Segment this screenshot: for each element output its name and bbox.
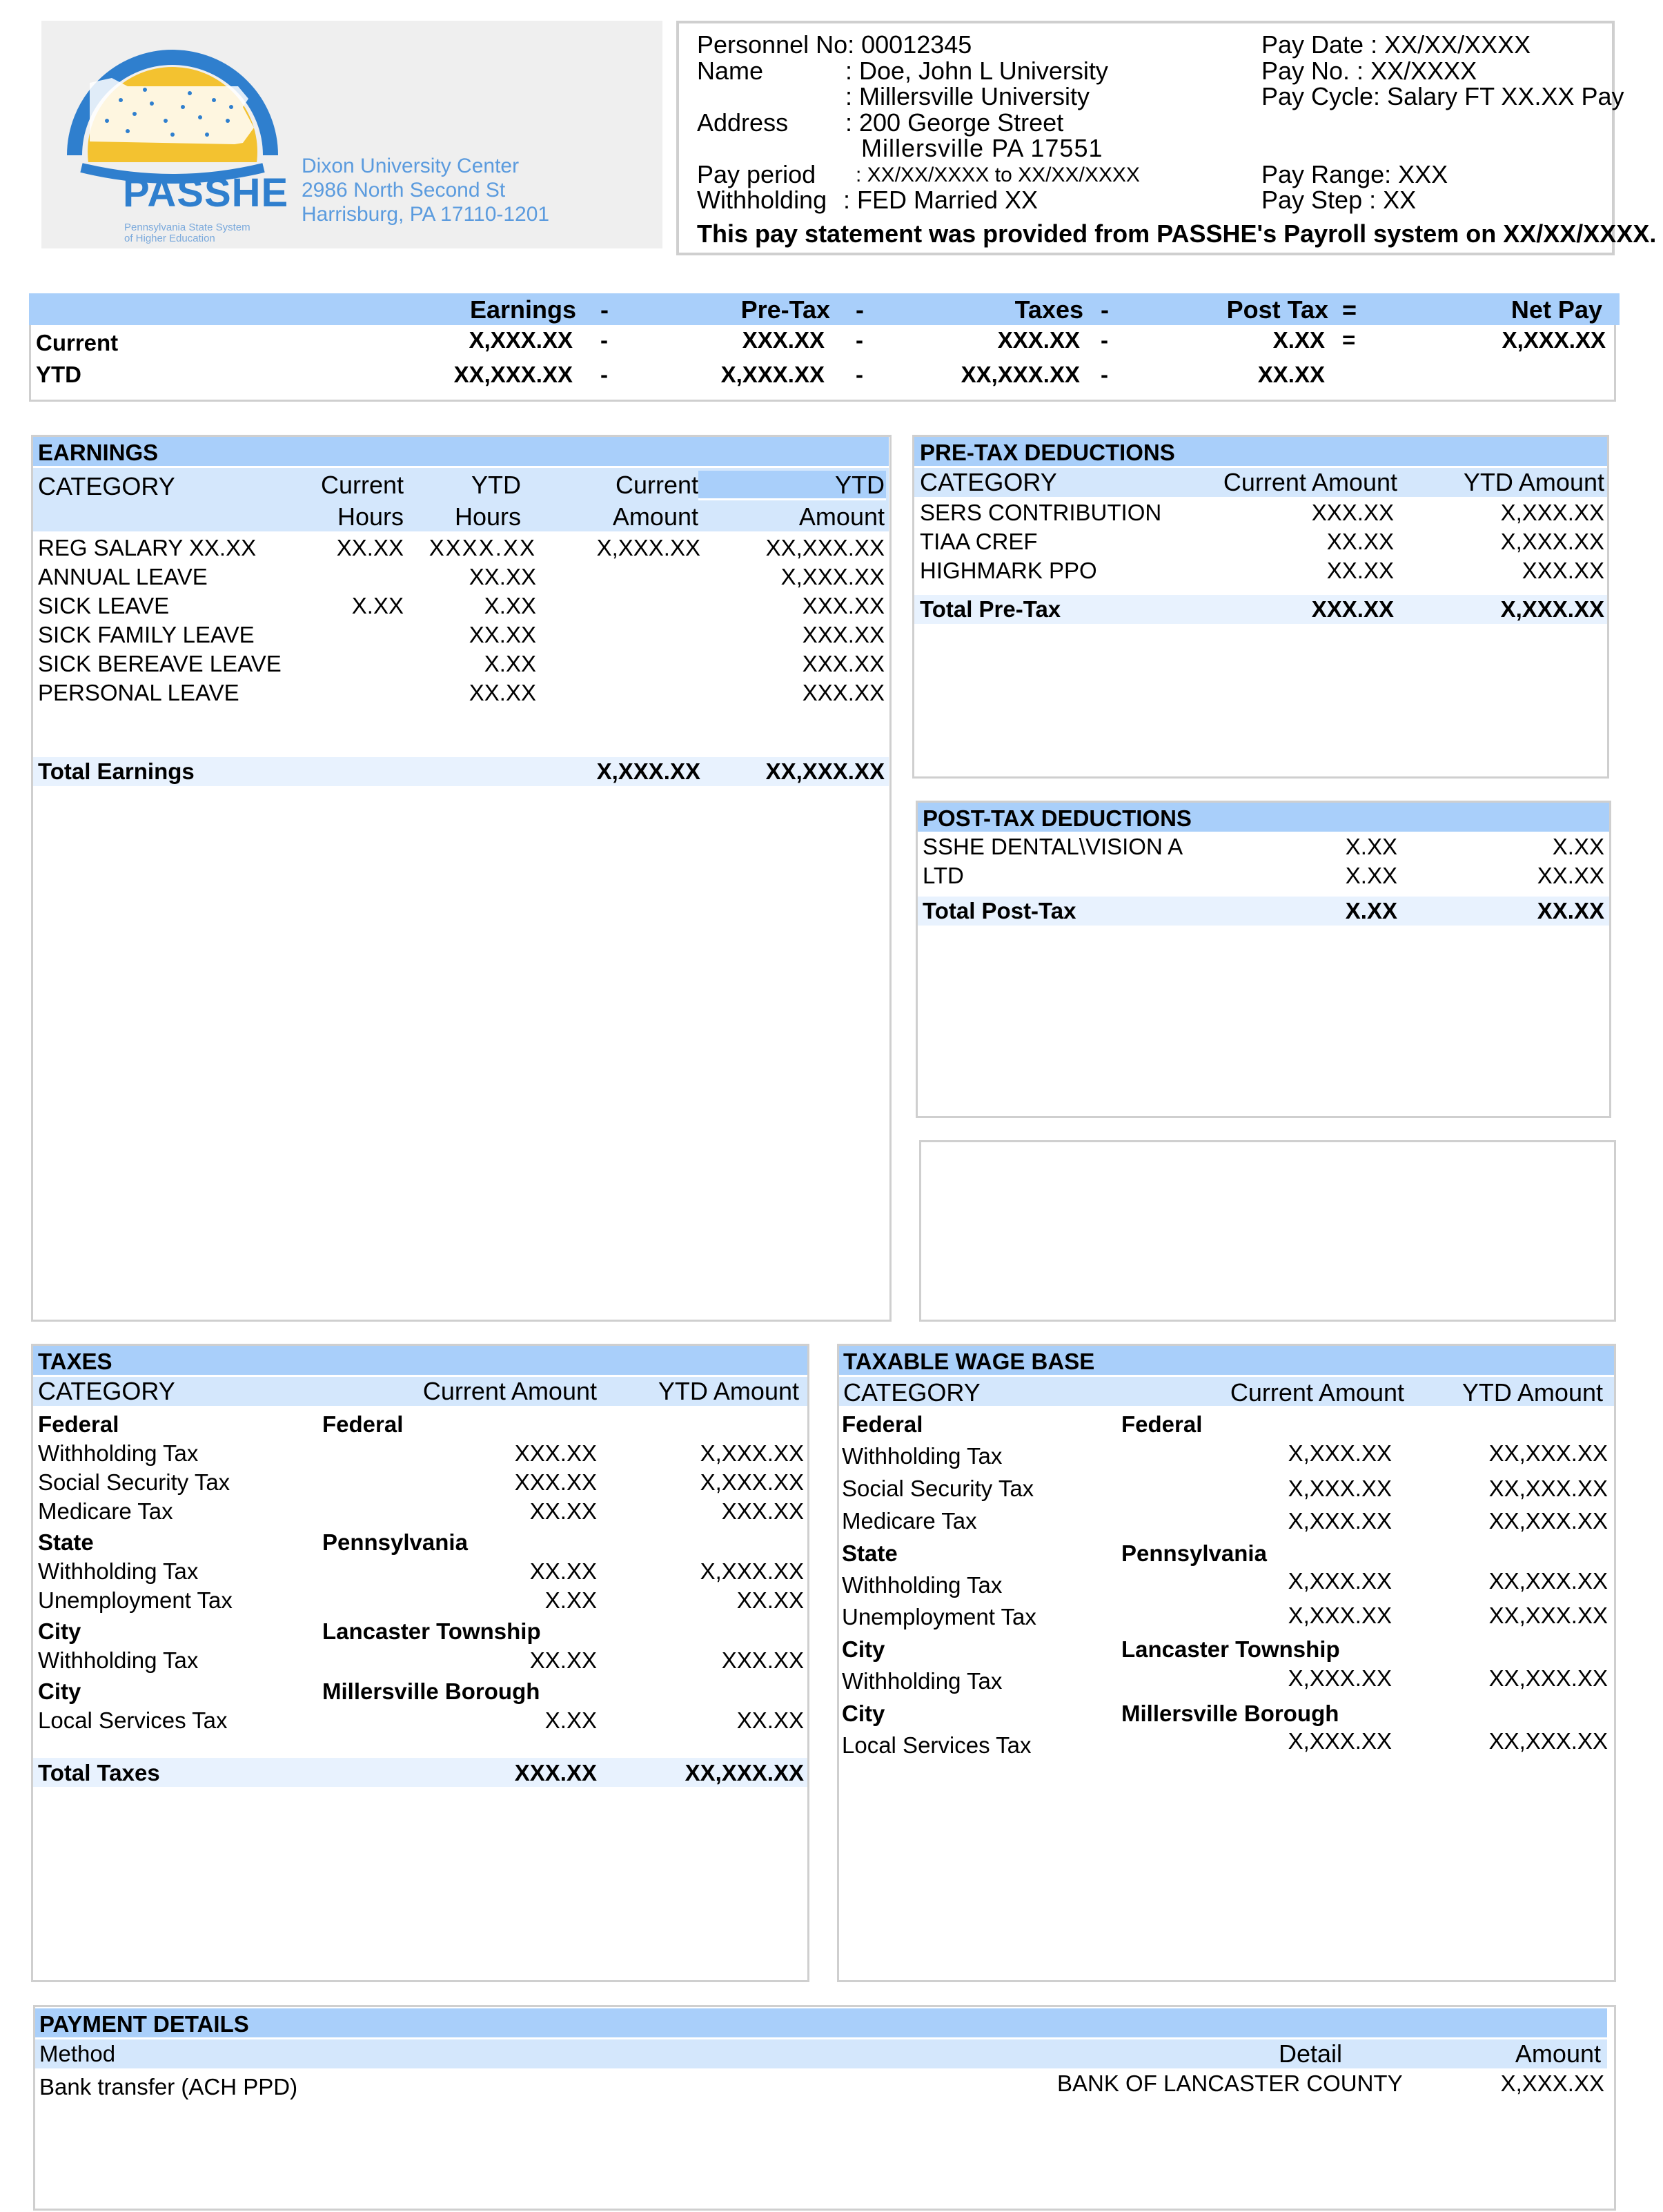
table-row-category: SICK BEREAVE LEAVE: [38, 651, 282, 676]
table-row-category: Federal: [38, 1411, 119, 1437]
table-row-jurisdiction: Federal: [322, 1411, 404, 1437]
table-row-current: XX.XX: [529, 1558, 597, 1584]
table-row-ytd: XX,XXX.XX: [1488, 1728, 1608, 1754]
payment-col-method: Method: [39, 2041, 116, 2066]
table-row-current: XX.XX: [529, 1498, 597, 1524]
table-row-ytd: X,XXX.XX: [700, 1558, 804, 1584]
table-row-category: SSHE DENTAL\VISION A: [923, 834, 1183, 859]
logo-tagline-2: of Higher Education: [124, 233, 215, 244]
table-row-ytd: X,XXX.XX: [700, 1469, 804, 1495]
summary-ytd-op-3: -: [1101, 362, 1108, 387]
table-row-jurisdiction: Lancaster Township: [322, 1618, 541, 1644]
table-row-category: Social Security Tax: [842, 1476, 1034, 1501]
summary-ytd-op-1: -: [600, 362, 608, 387]
table-row-ytd: X,XXX.XX: [1500, 529, 1604, 554]
table-row-category: Medicare Tax: [38, 1498, 173, 1524]
earnings-col-ytd-amt-2: Amount: [798, 502, 885, 531]
taxes-col-ytd: YTD Amount: [658, 1377, 799, 1405]
payment-title: PAYMENT DETAILS: [39, 2011, 249, 2037]
summary-header-netpay: Net Pay: [1511, 295, 1602, 324]
table-row-category: State: [38, 1529, 94, 1555]
table-row-ytd-hours: XX.XX: [469, 680, 536, 705]
table-row-category: Withholding Tax: [842, 1668, 1003, 1694]
table-row-category: LTD: [923, 863, 964, 888]
table-row-category: HIGHMARK PPO: [920, 558, 1097, 583]
table-row-ytd-hours: X.XX: [484, 651, 536, 676]
summary-current-posttax: X.XX: [1272, 327, 1325, 353]
summary-current-op-2: -: [856, 327, 863, 353]
pay-step: Pay Step : XX: [1261, 186, 1417, 214]
table-row-current: X.XX: [544, 1587, 597, 1613]
table-row-ytd: XXX.XX: [721, 1498, 804, 1524]
table-row-ytd-hours: XXXX.XX: [429, 535, 536, 560]
table-row-ytd: XX,XXX.XX: [1488, 1440, 1608, 1466]
earnings-total-label: Total Earnings: [38, 758, 195, 784]
table-row-category: Local Services Tax: [38, 1707, 228, 1733]
summary-header-posttax: Post Tax: [1226, 295, 1328, 324]
posttax-title: POST-TAX DEDUCTIONS: [923, 805, 1192, 831]
table-row-ytd: XX.XX: [736, 1587, 804, 1613]
logo-address-2: 2986 North Second St: [302, 179, 506, 202]
taxes-total-label: Total Taxes: [38, 1760, 160, 1785]
payment-col-amount: Amount: [1515, 2039, 1601, 2068]
table-row-category: City: [38, 1678, 81, 1704]
table-row-category: Local Services Tax: [842, 1732, 1032, 1758]
table-row-category: SICK FAMILY LEAVE: [38, 622, 255, 647]
posttax-total-label: Total Post-Tax: [923, 898, 1076, 923]
name-value: : Doe, John L University: [845, 57, 1108, 85]
wagebase-box: [837, 1344, 1616, 1982]
table-row-ytd-amt: XXX.XX: [802, 680, 885, 705]
table-row-ytd: XX.XX: [1537, 863, 1604, 888]
earnings-col-cur-amt-1: Current: [615, 471, 698, 499]
table-row-category: Unemployment Tax: [38, 1587, 233, 1613]
table-row-ytd: XX,XXX.XX: [1488, 1508, 1608, 1534]
table-row-ytd-amt: XXX.XX: [802, 622, 885, 647]
table-row-jurisdiction: Millersville Borough: [1121, 1701, 1339, 1726]
table-row-current: XX.XX: [1326, 558, 1394, 583]
table-row-current: X,XXX.XX: [1288, 1476, 1392, 1501]
taxes-title: TAXES: [38, 1349, 112, 1374]
pretax-total-ytd: X,XXX.XX: [1500, 596, 1604, 622]
table-row-current: X.XX: [544, 1707, 597, 1733]
earnings-col-ytd-amt-1: YTD: [835, 471, 885, 499]
earnings-col-category: CATEGORY: [38, 472, 175, 500]
address-label: Address: [697, 108, 789, 137]
table-row-ytd: XXX.XX: [721, 1647, 804, 1673]
address-value: : 200 George Street: [845, 108, 1064, 137]
table-row-ytd: XX,XXX.XX: [1488, 1476, 1608, 1501]
table-row-current: X,XXX.XX: [1288, 1603, 1392, 1628]
table-row-category: SERS CONTRIBUTION: [920, 500, 1162, 525]
taxes-col-category: CATEGORY: [38, 1377, 175, 1405]
table-row-category: PERSONAL LEAVE: [38, 680, 239, 705]
statement-note: This pay statement was provided from PASSHE's Payroll system on XX/XX/XXXX.: [697, 219, 1657, 248]
summary-op-3: -: [1101, 295, 1109, 324]
earnings-title: EARNINGS: [38, 440, 159, 465]
withholding-label: Withholding: [697, 186, 827, 214]
logo-address-3: Harrisburg, PA 17110-1201: [302, 203, 550, 226]
name-value-2: : Millersville University: [845, 82, 1090, 110]
pretax-col-category: CATEGORY: [920, 468, 1057, 496]
table-row-ytd: X,XXX.XX: [1500, 500, 1604, 525]
table-row-jurisdiction: Federal: [1121, 1411, 1203, 1437]
payment-method: Bank transfer (ACH PPD): [39, 2074, 298, 2100]
earnings-total-current: X,XXX.XX: [596, 758, 700, 784]
pay-date: Pay Date : XX/XX/XXXX: [1261, 30, 1531, 59]
table-row-category: Withholding Tax: [38, 1558, 199, 1584]
table-row-category: City: [842, 1636, 885, 1662]
table-row-current: X,XXX.XX: [1288, 1440, 1392, 1466]
table-row-category: Unemployment Tax: [842, 1604, 1036, 1629]
name-label: Name: [697, 57, 764, 85]
table-row-category: Withholding Tax: [38, 1440, 199, 1466]
table-row-category: Withholding Tax: [842, 1572, 1003, 1598]
table-row-cur-amt: X,XXX.XX: [596, 535, 700, 560]
wagebase-col-ytd: YTD Amount: [1462, 1378, 1603, 1407]
table-row-category: SICK LEAVE: [38, 593, 170, 618]
summary-op-4: =: [1342, 295, 1357, 324]
table-row-ytd-amt: XXX.XX: [802, 593, 885, 618]
table-row-ytd-amt: XXX.XX: [802, 651, 885, 676]
table-row-category: Withholding Tax: [842, 1443, 1003, 1469]
wagebase-title: TAXABLE WAGE BASE: [843, 1349, 1095, 1374]
table-row-ytd: XX.XX: [736, 1707, 804, 1733]
summary-header-earnings: Earnings: [469, 295, 576, 324]
summary-ytd-earnings: XX,XXX.XX: [453, 362, 573, 387]
table-row-category: TIAA CREF: [920, 529, 1038, 554]
table-row-category: Medicare Tax: [842, 1508, 977, 1534]
pay-period-label: Pay period: [697, 160, 816, 188]
table-row-ytd-hours: XX.XX: [469, 564, 536, 589]
table-row-current: XX.XX: [1326, 529, 1394, 554]
summary-op-1: -: [600, 295, 609, 324]
table-row-current: X,XXX.XX: [1288, 1568, 1392, 1594]
pretax-total-label: Total Pre-Tax: [920, 596, 1061, 622]
wagebase-col-category: CATEGORY: [843, 1378, 981, 1407]
table-row-category: REG SALARY XX.XX: [38, 535, 257, 560]
summary-current-taxes: XXX.XX: [997, 327, 1080, 353]
logo-tagline-1: Pennsylvania State System: [124, 222, 250, 233]
table-row-ytd-amt: XX,XXX.XX: [765, 535, 885, 560]
table-row-current: XXX.XX: [514, 1440, 597, 1466]
earnings-col-cur-hours-1: Current: [320, 471, 404, 499]
table-row-category: Social Security Tax: [38, 1469, 230, 1495]
pretax-col-ytd: YTD Amount: [1463, 468, 1604, 496]
table-row-category: State: [842, 1540, 898, 1566]
payment-title-bar: [35, 2008, 1607, 2037]
taxes-total-ytd: XX,XXX.XX: [685, 1760, 804, 1785]
table-row-category: City: [842, 1701, 885, 1726]
withholding-value: : FED Married XX: [843, 186, 1039, 214]
earnings-title-bar: [33, 437, 889, 466]
payment-column-header: [35, 2039, 1607, 2068]
summary-ytd-pretax: X,XXX.XX: [720, 362, 825, 387]
table-row-current: X,XXX.XX: [1288, 1508, 1392, 1534]
earnings-total-ytd: XX,XXX.XX: [765, 758, 885, 784]
summary-current-op-4: =: [1342, 327, 1356, 353]
payment-col-detail: Detail: [1279, 2039, 1343, 2068]
table-row-jurisdiction: Pennsylvania: [1121, 1540, 1267, 1566]
table-row-current: X,XXX.XX: [1288, 1728, 1392, 1754]
summary-ytd-label: YTD: [36, 362, 81, 387]
table-row-category: City: [38, 1618, 81, 1644]
table-row-ytd-hours: XX.XX: [469, 622, 536, 647]
table-row-current: X.XX: [1345, 834, 1397, 859]
taxes-col-current: Current Amount: [422, 1377, 597, 1405]
summary-current-earnings: X,XXX.XX: [469, 327, 573, 353]
table-row-current: XXX.XX: [514, 1469, 597, 1495]
pay-period-value: : XX/XX/XXXX to XX/XX/XXXX: [856, 164, 1140, 186]
earnings-col-ytd-hours-1: YTD: [471, 471, 521, 499]
address-value-2: Millersville PA 17551: [861, 134, 1103, 162]
pay-cycle: Pay Cycle: Salary FT XX.XX Pay: [1261, 82, 1624, 110]
summary-current-op-3: -: [1101, 327, 1108, 353]
payment-detail: BANK OF LANCASTER COUNTY: [1057, 2071, 1403, 2096]
table-row-ytd: X,XXX.XX: [700, 1440, 804, 1466]
summary-current-label: Current: [36, 330, 119, 355]
table-row-cur-hours: X.XX: [351, 593, 404, 618]
table-row-ytd: XXX.XX: [1522, 558, 1604, 583]
summary-ytd-taxes: XX,XXX.XX: [961, 362, 1080, 387]
posttax-total-current: X.XX: [1345, 898, 1397, 923]
taxes-total-current: XXX.XX: [514, 1760, 597, 1785]
personnel-number: Personnel No: 00012345: [697, 30, 972, 59]
posttax-total-ytd: XX.XX: [1537, 898, 1604, 923]
summary-current-op-1: -: [600, 327, 608, 353]
logo-brand: PASSHE: [123, 170, 289, 215]
pretax-title: PRE-TAX DEDUCTIONS: [920, 440, 1175, 465]
table-row-jurisdiction: Millersville Borough: [322, 1678, 540, 1704]
table-row-current: XX.XX: [529, 1647, 597, 1673]
table-row-ytd: XX,XXX.XX: [1488, 1603, 1608, 1628]
earnings-col-ytd-hours-2: Hours: [454, 502, 521, 531]
table-row-category: Federal: [842, 1411, 923, 1437]
table-row-current: X.XX: [1345, 863, 1397, 888]
blank-box: [919, 1140, 1616, 1322]
summary-op-2: -: [856, 295, 864, 324]
wagebase-col-current: Current Amount: [1230, 1378, 1404, 1407]
summary-ytd-posttax: XX.XX: [1257, 362, 1325, 387]
summary-header-pretax: Pre-Tax: [740, 295, 830, 324]
table-row-ytd-amt: X,XXX.XX: [780, 564, 885, 589]
table-row-current: X,XXX.XX: [1288, 1665, 1392, 1691]
payment-amount: X,XXX.XX: [1500, 2071, 1604, 2096]
taxes-title-bar: [33, 1346, 807, 1375]
earnings-col-cur-hours-2: Hours: [337, 502, 404, 531]
table-row-category: Withholding Tax: [38, 1647, 199, 1673]
table-row-jurisdiction: Lancaster Township: [1121, 1636, 1340, 1662]
pretax-total-current: XXX.XX: [1311, 596, 1394, 622]
table-row-current: XXX.XX: [1311, 500, 1394, 525]
pay-range: Pay Range: XXX: [1261, 160, 1448, 188]
table-row-ytd-hours: X.XX: [484, 593, 536, 618]
table-row-ytd: XX,XXX.XX: [1488, 1665, 1608, 1691]
table-row-ytd: XX,XXX.XX: [1488, 1568, 1608, 1594]
earnings-col-cur-amt-2: Amount: [612, 502, 698, 531]
logo-address-1: Dixon University Center: [302, 155, 520, 177]
summary-current-pretax: XXX.XX: [742, 327, 825, 353]
table-row-ytd: X.XX: [1552, 834, 1604, 859]
pay-number: Pay No. : XX/XXXX: [1261, 57, 1477, 85]
summary-ytd-op-2: -: [856, 362, 863, 387]
table-row-jurisdiction: Pennsylvania: [322, 1529, 468, 1555]
table-row-cur-hours: XX.XX: [336, 535, 404, 560]
summary-header-taxes: Taxes: [1014, 295, 1083, 324]
table-row-category: ANNUAL LEAVE: [38, 564, 208, 589]
pretax-col-current: Current Amount: [1223, 468, 1397, 496]
summary-current-netpay: X,XXX.XX: [1502, 327, 1606, 353]
